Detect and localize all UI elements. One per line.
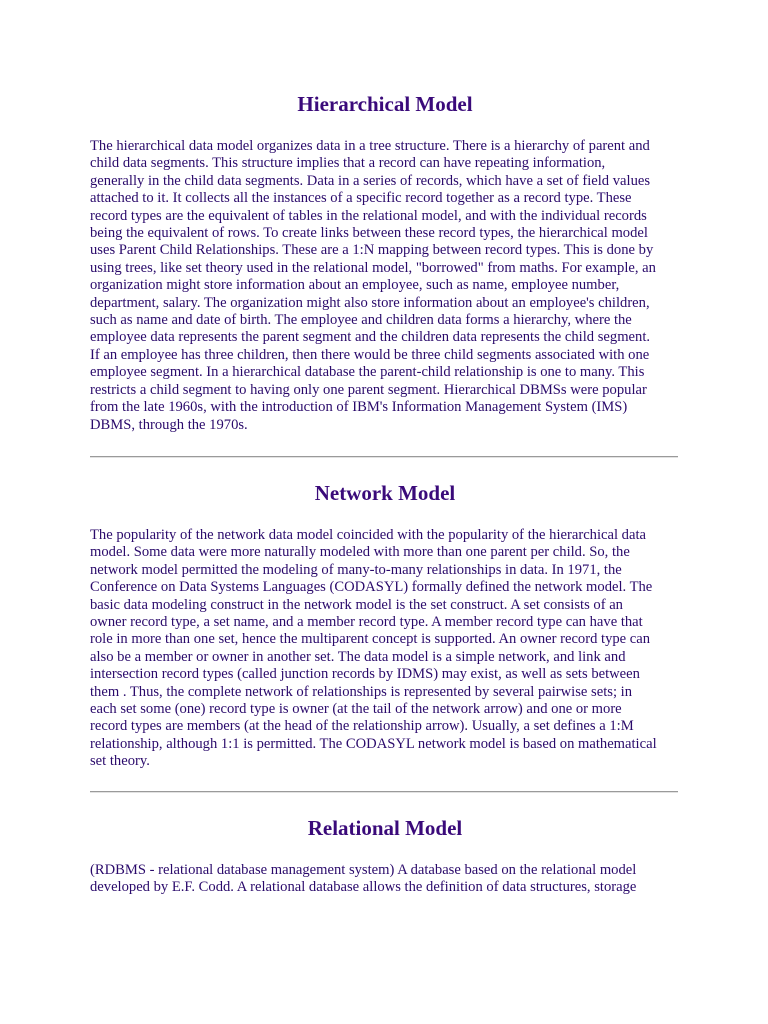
text-line: The popularity of the network data model coincided with the popularity of the hierarchical data [90, 527, 646, 543]
text-line: set theory. [90, 753, 150, 770]
text-line: role in more than one set, hence the multiparent concept is supported. An owner record type can [90, 631, 651, 648]
section-network-model [90, 481, 680, 771]
text-line: from the late 1960s, with the introduction of IBM's Information Management System (IMS) [90, 399, 628, 416]
text-line: Conference on Data Systems Languages (CODASYL) formally defined the network model. The [90, 579, 653, 596]
text-line: The hierarchical data model organizes data in a tree structure. There is a hierarchy of parent and [90, 138, 650, 154]
section-body [90, 862, 680, 897]
text-line: being the equivalent of rows. To create links between these record types, the hierarchical model [90, 225, 648, 242]
text-line: department, salary. The organization might also store information about an employee's children, [90, 294, 650, 311]
section-divider [90, 456, 678, 458]
text-line: generally in the child data segments. Data in a series of records, which have a set of field values [90, 172, 651, 189]
text-line: uses Parent Child Relationships. These are a 1:N mapping between record types. This is done by [90, 242, 654, 259]
text-line: each set some (one) record type is owner (at the tail of the network arrow) and one or more [90, 701, 622, 718]
section-body [90, 527, 680, 771]
section-body [90, 138, 680, 434]
text-line: DBMS, through the 1970s. [90, 416, 248, 433]
text-line: record types are the equivalent of tables in the relational model, and with the individual records [90, 207, 647, 224]
section-hierarchical-model [90, 92, 680, 434]
text-line: child data segments. This structure implies that a record can have repeating information, [90, 155, 606, 172]
text-line: such as name and date of birth. The employee and children data forms a hierarchy, where the [90, 312, 632, 329]
text-line: developed by E.F. Codd. A relational database allows the definition of data structures, storage [90, 879, 637, 896]
text-line: If an employee has three children, then there would be three child segments associated with one [90, 346, 650, 363]
text-line: relationship, although 1:1 is permitted. The CODASYL network model is based on mathematical [90, 735, 657, 752]
section-heading: Network Model [314, 481, 456, 505]
text-line: record types are members (at the head of the relationship arrow). Usually, a set defines a 1:M [90, 718, 634, 735]
section-divider [90, 791, 678, 793]
text-line: model. Some data were more naturally modeled with more than one parent per child. So, the [90, 544, 630, 561]
text-line: network model permitted the modeling of many-to-many relationships in data. In 1971, the [90, 561, 622, 578]
text-line: employee segment. In a hierarchical database the parent-child relationship is one to many. This [90, 364, 645, 381]
text-line: employee data represents the parent segment and the children data represents the child segment. [90, 329, 651, 346]
text-line: owner record type, a set name, and a member record type. A member record type can have that [90, 614, 643, 631]
text-line: also be a member or owner in another set. The data model is a simple network, and link and [90, 648, 626, 665]
section-heading: Relational Model [307, 816, 463, 840]
text-line: intersection record types (called junction records by IDMS) may exist, as well as sets between [90, 666, 640, 683]
section-relational-model [90, 816, 680, 897]
text-line: using trees, like set theory used in the relational model, "borrowed" from maths. For example, an [90, 259, 656, 276]
text-line: basic data modeling construct in the network model is the set construct. A set consists of an [90, 596, 623, 613]
text-line: them . Thus, the complete network of relationships is represented by several pairwise sets; in [90, 683, 632, 700]
section-heading: Hierarchical Model [297, 92, 473, 116]
text-line: attached to it. It collects all the instances of a specific record together as a record type. These [90, 190, 632, 207]
text-line: organization might store information about an employee, such as name, employee number, [90, 277, 620, 294]
text-line: (RDBMS - relational database management system) A database based on the relational model [90, 862, 637, 878]
text-line: restricts a child segment to having only one parent segment. Hierarchical DBMSs were popular [90, 381, 647, 398]
